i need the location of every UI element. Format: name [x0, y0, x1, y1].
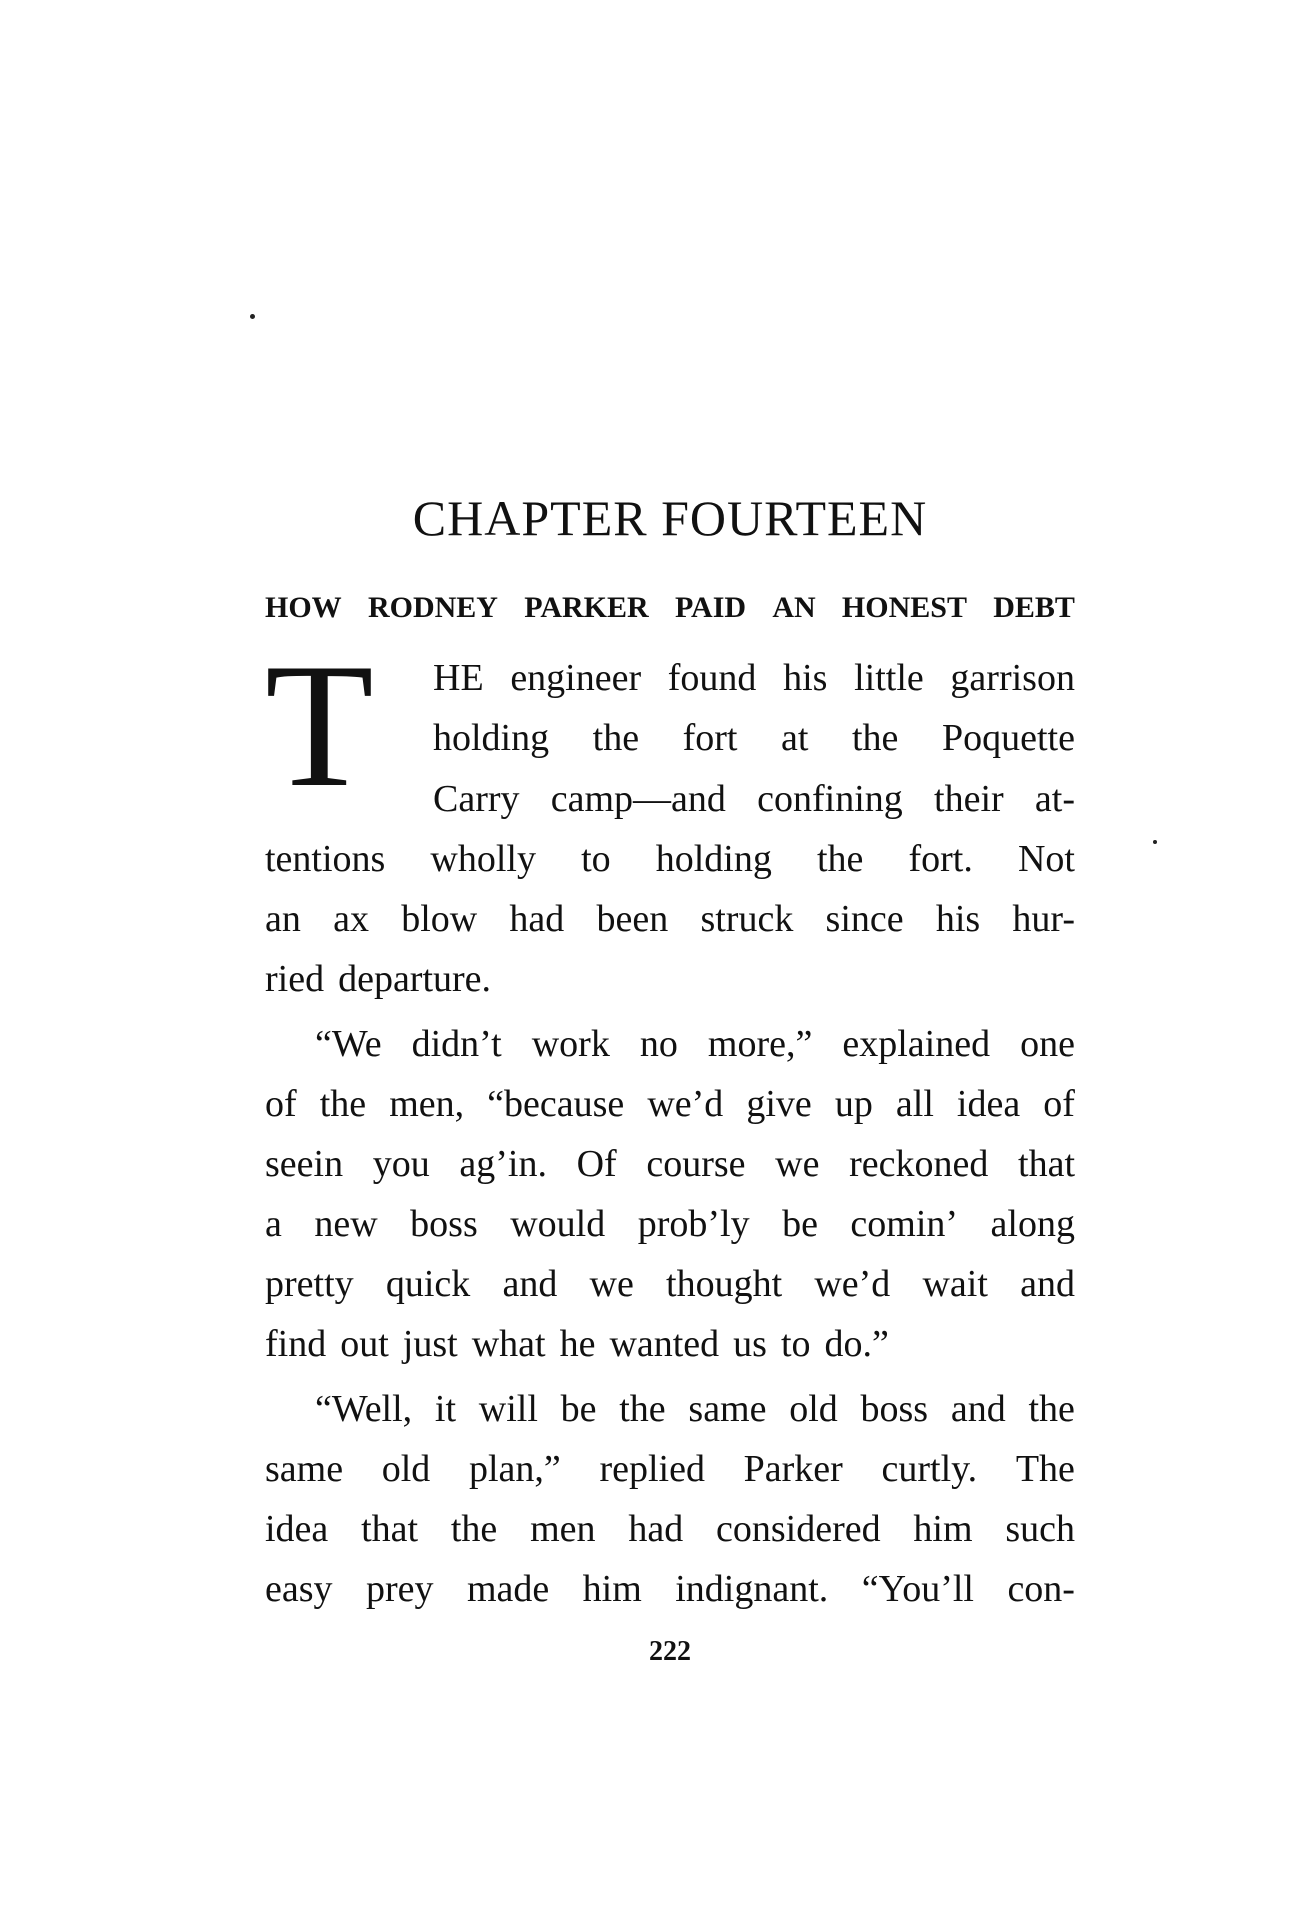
word: “Well,: [315, 1388, 413, 1430]
text-line: [265, 1316, 1075, 1372]
word: no: [639, 1023, 678, 1065]
word: will: [478, 1388, 538, 1430]
text-line: [265, 1076, 1075, 1132]
word: at-: [1034, 778, 1075, 820]
word: explained: [842, 1023, 991, 1065]
word: the: [619, 1388, 666, 1430]
word: pretty: [265, 1263, 354, 1305]
word: men,: [389, 1083, 465, 1125]
ink-speck: [250, 314, 255, 319]
word: old: [381, 1448, 431, 1490]
word: to: [780, 1323, 811, 1365]
drop-cap: T: [265, 626, 374, 824]
word: all: [895, 1083, 934, 1125]
word: give: [746, 1083, 812, 1125]
text-line: [433, 650, 1075, 706]
word: departure.: [338, 958, 492, 1000]
word: considered: [716, 1508, 881, 1550]
word: that: [1018, 1143, 1075, 1185]
word: the: [852, 717, 899, 759]
word: since: [825, 898, 904, 940]
word: plan,”: [468, 1448, 561, 1490]
word: along: [990, 1203, 1075, 1245]
word: con-: [1007, 1568, 1075, 1610]
word: little: [854, 657, 924, 699]
word: Parker: [743, 1448, 843, 1490]
word: made: [466, 1568, 550, 1610]
word: wanted: [609, 1323, 720, 1365]
chapter-subtitle: [265, 588, 1075, 628]
word: fort: [682, 717, 738, 759]
word: new: [314, 1203, 378, 1245]
word: ried: [265, 958, 325, 1000]
word: men: [530, 1508, 596, 1550]
word: been: [596, 898, 669, 940]
word: holding: [433, 717, 550, 759]
word: what: [471, 1323, 546, 1365]
word: we: [775, 1143, 820, 1185]
word: do.”: [824, 1323, 889, 1365]
ink-speck: [1153, 840, 1157, 844]
word: fort.: [908, 838, 973, 880]
text-line: [265, 1381, 1075, 1437]
word: ag’in.: [459, 1143, 547, 1185]
word: prob’ly: [637, 1203, 750, 1245]
word: out: [340, 1323, 389, 1365]
word: DEBT: [993, 591, 1075, 624]
text-line: [265, 1441, 1075, 1497]
word: PARKER: [524, 591, 649, 624]
word: the: [816, 838, 864, 880]
word: old: [789, 1388, 838, 1430]
word: us: [733, 1323, 767, 1365]
word: you: [372, 1143, 430, 1185]
word: holding: [655, 838, 772, 880]
word: Not: [1017, 838, 1075, 880]
word: an: [265, 898, 301, 940]
word: the: [592, 717, 640, 759]
word: at: [781, 717, 809, 759]
word: more,”: [707, 1023, 813, 1065]
word: prey: [365, 1568, 434, 1610]
word: the: [450, 1508, 498, 1550]
word: The: [1015, 1448, 1075, 1490]
word: didn’t: [411, 1023, 502, 1065]
word: tentions: [265, 838, 386, 880]
word: such: [1005, 1508, 1075, 1550]
word: “You’ll: [861, 1568, 974, 1610]
word: HOW: [265, 591, 342, 624]
word: of: [1043, 1083, 1075, 1125]
word: had: [628, 1508, 684, 1550]
word: course: [646, 1143, 746, 1185]
word: and: [502, 1263, 558, 1305]
word: his: [935, 898, 981, 940]
word: HONEST: [841, 591, 967, 624]
word: work: [531, 1023, 610, 1065]
word: idea: [956, 1083, 1021, 1125]
word: engineer: [510, 657, 642, 699]
text-line: [265, 1256, 1075, 1312]
word: of: [265, 1083, 297, 1125]
word: find: [265, 1323, 327, 1365]
text-line: [265, 951, 1075, 1007]
word: same: [688, 1388, 767, 1430]
word: and: [1020, 1263, 1075, 1305]
word: “We: [315, 1023, 382, 1065]
word: to: [581, 838, 611, 880]
word: idea: [265, 1508, 329, 1550]
text-line: [265, 831, 1075, 887]
word: the: [1028, 1388, 1075, 1430]
word: a: [265, 1203, 282, 1245]
word: his: [783, 657, 828, 699]
word: and: [950, 1388, 1006, 1430]
word: confining: [757, 778, 903, 820]
word: camp—and: [550, 778, 726, 820]
chapter-title: CHAPTER FOURTEEN: [412, 490, 928, 546]
word: their: [934, 778, 1004, 820]
word: Poquette: [941, 717, 1075, 759]
text-line: [265, 891, 1075, 947]
word: it: [434, 1388, 457, 1430]
word: blow: [401, 898, 478, 940]
word: hur-: [1012, 898, 1075, 940]
word: Carry: [433, 778, 520, 820]
text-line: [265, 1561, 1075, 1617]
word: replied: [599, 1448, 705, 1490]
word: we: [589, 1263, 634, 1305]
word: comin’: [850, 1203, 959, 1245]
word: the: [319, 1083, 367, 1125]
word: reckoned: [849, 1143, 989, 1185]
word: easy: [265, 1568, 333, 1610]
word: boss: [860, 1388, 929, 1430]
text-line: [433, 710, 1075, 766]
word: thought: [666, 1263, 783, 1305]
text-line: [265, 1196, 1075, 1252]
word: wait: [922, 1263, 988, 1305]
word: he: [559, 1323, 596, 1365]
text-line: [433, 771, 1075, 827]
word: RODNEY: [367, 591, 498, 624]
word: garrison: [950, 657, 1075, 699]
word: be: [782, 1203, 818, 1245]
word: would: [510, 1203, 606, 1245]
word: struck: [700, 898, 794, 940]
word: we’d: [814, 1263, 891, 1305]
word: PAID: [674, 591, 747, 624]
word: “because: [487, 1083, 625, 1125]
word: that: [361, 1508, 419, 1550]
word: one: [1020, 1023, 1075, 1065]
word: wholly: [430, 838, 536, 880]
page-number: 222: [649, 1636, 691, 1667]
word: Of: [576, 1143, 617, 1185]
word: quick: [385, 1263, 471, 1305]
word: him: [913, 1508, 973, 1550]
word: just: [402, 1323, 458, 1365]
text-line: [265, 1016, 1075, 1072]
word: had: [509, 898, 565, 940]
word: him: [582, 1568, 642, 1610]
word: found: [667, 657, 757, 699]
word: seein: [265, 1143, 344, 1185]
word: ax: [333, 898, 369, 940]
word: we’d: [647, 1083, 724, 1125]
text-line: [265, 1136, 1075, 1192]
word: indignant.: [675, 1568, 829, 1610]
word: boss: [410, 1203, 478, 1245]
word: same: [265, 1448, 344, 1490]
word: curtly.: [881, 1448, 978, 1490]
text-line: [265, 1501, 1075, 1557]
word: HE: [433, 657, 484, 699]
word: up: [834, 1083, 873, 1125]
word: be: [560, 1388, 597, 1430]
word: AN: [772, 591, 816, 624]
